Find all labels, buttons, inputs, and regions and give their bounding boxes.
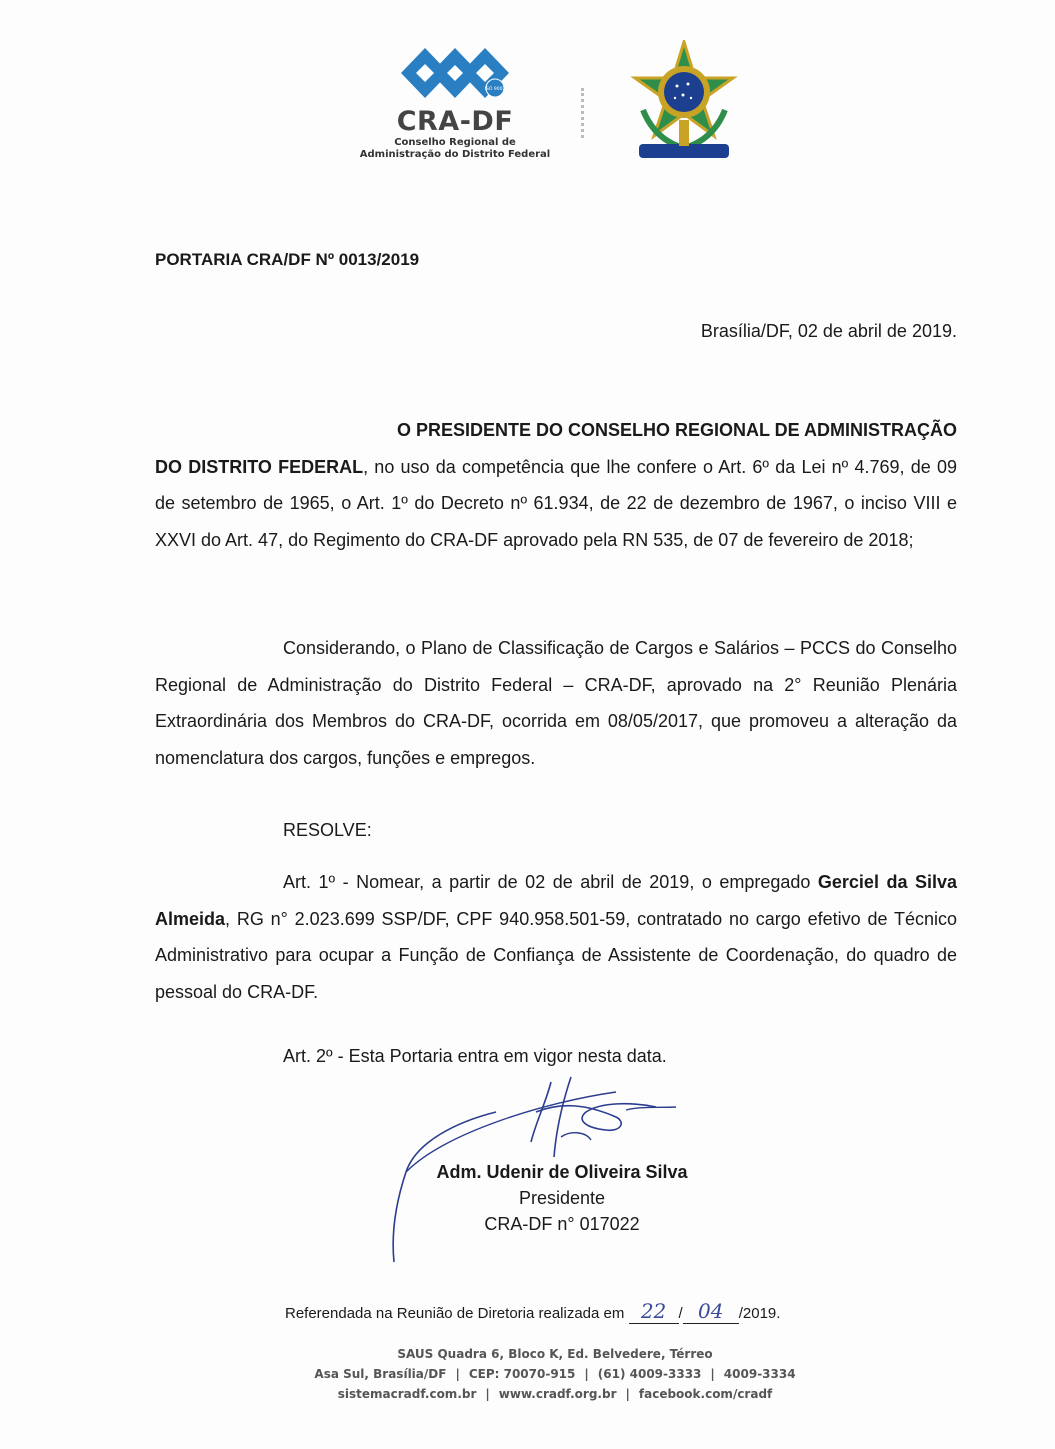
cra-diamond-icon xyxy=(395,42,515,104)
signatory-role: Presidente xyxy=(518,1188,606,1208)
signatory-name: Adm. Udenir de Oliveira Silva xyxy=(436,1162,688,1182)
paragraph-considerando: Considerando, o Plano de Classificação de Cargos e Salários – PCCS do Conselho Regional de Administração do Distrito Federal – CRA-DF, aprovado na 2° Reunião Plenária Extraordinária dos Membros do CRA-DF, ocorrida em 08/05/2017, que promoveu a alteração da nomenclatura dos cargos, funções e empregos. xyxy=(155,638,957,768)
coat-of-arms-icon xyxy=(625,40,743,164)
referendum-day: 22 xyxy=(629,1299,679,1324)
document-date: Brasília/DF, 02 de abril de 2019. xyxy=(700,321,957,341)
article-2: Art. 2º - Esta Portaria entra em vigor nesta data. xyxy=(283,1046,667,1066)
logo-title: CRA-DF xyxy=(396,106,514,137)
iso-badge: ISO 9001 xyxy=(484,87,506,92)
document-title: PORTARIA CRA/DF Nº 0013/2019 xyxy=(155,250,420,269)
resolve-heading: RESOLVE: xyxy=(283,820,372,840)
signatory-registration: CRA-DF n° 017022 xyxy=(484,1214,640,1234)
footer-phone-2: 4009-3334 xyxy=(723,1367,796,1381)
referendum-year: /2019. xyxy=(738,1305,781,1322)
preamble-text: , no uso da competência que lhe confere o Art. 6º da Lei nº 4.769, de 09 de setembro de 1965, o Art. 1º do Decreto nº 61.934, de 22 de dezembro de 1967, o inciso VIII e XXVI do Art. 47, do Regimento do CRA-DF aprovado pela RN 535, de 07 de fevereiro de 2018; xyxy=(155,456,957,550)
employee-name: Gerciel da Silva Almeida xyxy=(155,872,957,929)
footer-contact-line: Asa Sul, Brasília/DF | CEP: 70070-915 | (61) 4009-3333 | 4009-3334 xyxy=(314,1367,796,1381)
footer-address-1: SAUS Quadra 6, Bloco K, Ed. Belvedere, Térreo xyxy=(397,1347,713,1361)
footer-web-line: sistemacradf.com.br | www.cradf.org.br | facebook.com/cradf xyxy=(337,1387,773,1401)
article-1-rest: , RG n° 2.023.699 SSP/DF, CPF 940.958.501-59, contratado no cargo efetivo de Técnico Administrativo para ocupar a Função de Confiança de Assistente de Coordenação, do quadro de pessoal do CRA-DF. xyxy=(155,908,957,1002)
footer-social[interactable]: facebook.com/cradf xyxy=(638,1387,773,1401)
footer-phone-1: (61) 4009-3333 xyxy=(597,1367,702,1381)
article-1 xyxy=(155,864,957,1010)
referendum-month: 04 xyxy=(683,1299,739,1324)
preamble-bold-1: O PRESIDENTE DO CONSELHO REGIONAL DE ADMINISTRAÇÃO xyxy=(396,420,957,440)
article-1-lead: Art. 1º - Nomear, a partir de 02 de abril de 2019, o empregado xyxy=(283,872,818,892)
footer-site-2[interactable]: www.cradf.org.br xyxy=(498,1387,617,1401)
cra-df-logo xyxy=(355,42,555,177)
logo-subtitle-2: Administração do Distrito Federal xyxy=(359,149,551,160)
header-divider xyxy=(581,88,584,138)
referendum-line: Referendada na Reunião de Diretoria realizada em 22 / 04 /2019. xyxy=(285,1299,781,1323)
footer-cep: CEP: 70070-915 xyxy=(468,1367,576,1381)
signature-block xyxy=(402,1159,722,1237)
footer xyxy=(255,1344,855,1404)
footer-site-1[interactable]: sistemacradf.com.br xyxy=(337,1387,477,1401)
logo-subtitle-1: Conselho Regional de xyxy=(394,137,516,148)
referendum-text: Referendada na Reunião de Diretoria realizada em xyxy=(285,1305,625,1322)
paragraph-preamble xyxy=(155,412,957,558)
footer-address-2: Asa Sul, Brasília/DF xyxy=(314,1367,447,1381)
preamble-bold-2: DO DISTRITO FEDERAL xyxy=(155,456,364,477)
